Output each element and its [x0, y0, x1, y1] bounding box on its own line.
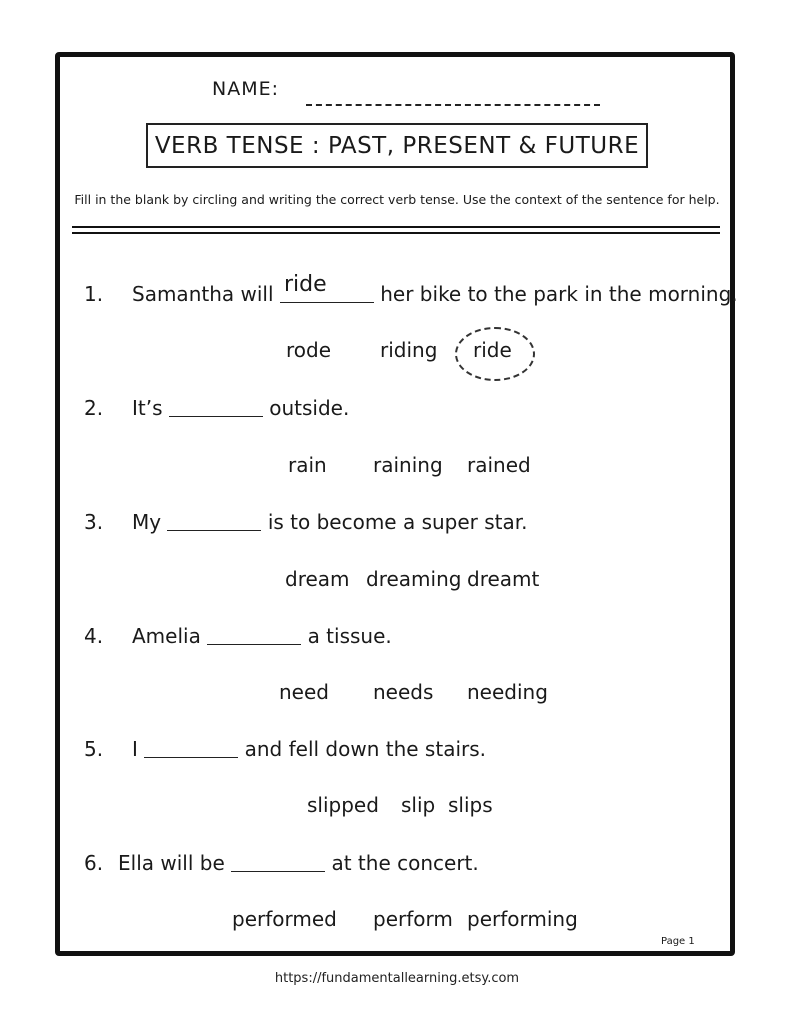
question-text-after: a tissue.: [307, 624, 392, 648]
question-number: 4.: [84, 624, 104, 648]
option-need[interactable]: need: [279, 680, 329, 704]
question-3: [84, 510, 528, 534]
question-text-after: is to become a super star.: [267, 510, 528, 534]
question-number: 5.: [84, 737, 104, 761]
question-text-after: her bike to the park in the morning.: [380, 282, 738, 306]
question-text-before: I: [132, 737, 138, 761]
option-slipped[interactable]: slipped: [307, 793, 379, 817]
name-label: NAME:: [212, 78, 280, 100]
option-dreaming[interactable]: dreaming: [366, 567, 462, 591]
worksheet-border: [55, 52, 738, 956]
question-text-before: Ella will be: [118, 851, 225, 875]
option-needs[interactable]: needs: [373, 680, 434, 704]
answer-blank[interactable]: [231, 853, 325, 872]
option-raining[interactable]: raining: [373, 453, 443, 477]
answer-blank[interactable]: [169, 398, 263, 417]
question-text-after: and fell down the stairs.: [244, 737, 487, 761]
option-perform[interactable]: perform: [373, 907, 453, 931]
answer-circle: [455, 327, 535, 381]
question-number: 6.: [84, 851, 104, 875]
question-number: 1.: [84, 282, 104, 306]
option-performed[interactable]: performed: [232, 907, 337, 931]
instructions: Fill in the blank by circling and writing the correct verb tense. Use the context of the sentence for help.: [74, 192, 720, 207]
question-text-before: Samantha will: [132, 282, 274, 306]
worksheet-title: VERB TENSE : PAST, PRESENT & FUTURE: [146, 123, 648, 168]
option-riding[interactable]: riding: [380, 338, 438, 362]
question-2: [84, 396, 349, 420]
option-slip[interactable]: slip: [401, 793, 436, 817]
question-text-after: at the concert.: [331, 851, 479, 875]
option-rained[interactable]: rained: [467, 453, 531, 477]
option-slips[interactable]: slips: [448, 793, 493, 817]
question-6: [84, 851, 479, 875]
footer-url[interactable]: https://fundamentallearning.etsy.com: [274, 971, 520, 986]
name-blank-line[interactable]: [306, 104, 600, 106]
option-dream[interactable]: dream: [285, 567, 350, 591]
option-performing[interactable]: performing: [467, 907, 578, 931]
question-text-before: My: [132, 510, 162, 534]
question-1: [84, 282, 738, 306]
answer-blank[interactable]: [144, 739, 238, 758]
question-text-before: Amelia: [132, 624, 201, 648]
page-number: Page 1: [661, 936, 695, 947]
option-ride[interactable]: ride: [473, 338, 512, 362]
divider-line-top: [72, 226, 720, 228]
option-rain[interactable]: rain: [288, 453, 327, 477]
answer-blank[interactable]: [167, 512, 261, 531]
written-answer: ride: [284, 272, 327, 297]
answer-blank[interactable]: [207, 626, 301, 645]
question-number: 3.: [84, 510, 104, 534]
question-text-before: It’s: [132, 396, 163, 420]
option-rode[interactable]: rode: [286, 338, 332, 362]
question-5: [84, 737, 486, 761]
question-number: 2.: [84, 396, 104, 420]
option-dreamt[interactable]: dreamt: [467, 567, 540, 591]
divider-line-bottom: [72, 232, 720, 234]
option-needing[interactable]: needing: [467, 680, 548, 704]
question-4: [84, 624, 392, 648]
question-text-after: outside.: [269, 396, 350, 420]
